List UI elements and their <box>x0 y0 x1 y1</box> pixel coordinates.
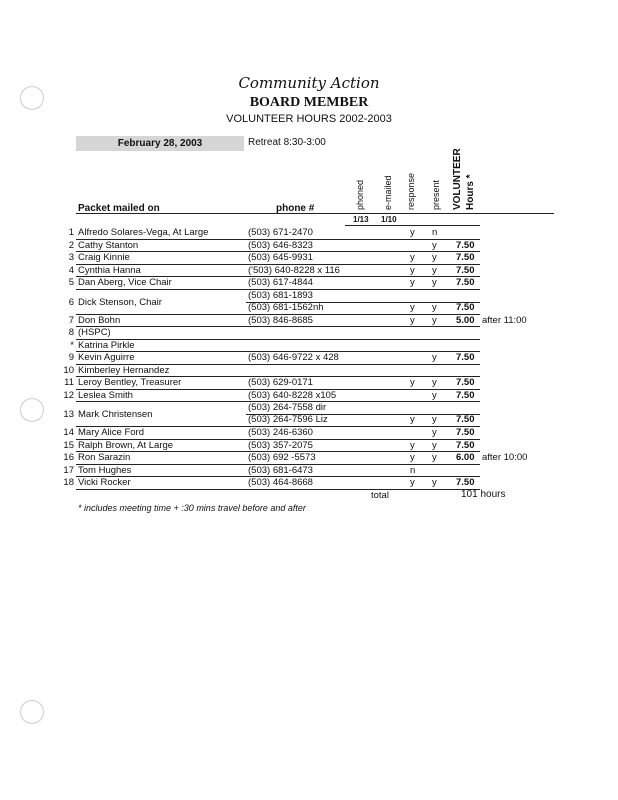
meeting-date: February 28, 2003 <box>76 136 244 151</box>
volunteer-hours: 7.50 <box>456 477 475 488</box>
response-mark: y <box>410 377 415 388</box>
volunteer-hours: 7.50 <box>456 352 475 363</box>
header-rule <box>76 213 554 214</box>
present-mark: y <box>432 452 437 463</box>
member-name: Dick Stenson, Chair <box>78 296 162 308</box>
row-number: 7 <box>68 314 74 326</box>
row-number: 11 <box>64 377 74 388</box>
row-number: 18 <box>63 477 74 488</box>
member-name: Ron Sarazin <box>78 452 131 463</box>
member-name: Craig Kinnie <box>78 252 130 263</box>
row-number: 13 <box>63 409 74 420</box>
phoned-date: 1/13 <box>353 215 369 224</box>
row-number: 12 <box>63 389 74 401</box>
phone-number: (503) 617-4844 <box>248 277 313 288</box>
hours-note: after 11:00 <box>482 314 527 326</box>
phone-number: (503) 246-6360 <box>248 427 313 438</box>
phone-number-secondary: (503) 264-7596 Liz <box>248 414 328 425</box>
phone-number: (503) 645-9931 <box>248 252 313 263</box>
col-emailed-header: e-mailed <box>383 175 393 210</box>
phone-number: (503) 357-2075 <box>248 439 313 451</box>
member-name: Mark Christensen <box>78 409 153 420</box>
response-mark: n <box>410 464 416 476</box>
response-mark: y <box>410 252 415 263</box>
phone-number: (503) 681-1893 <box>248 289 313 301</box>
member-name: Kevin Aguirre <box>78 352 135 363</box>
total-label: total <box>371 490 389 501</box>
volunteer-hours: 7.50 <box>456 264 475 276</box>
present-mark: y <box>432 264 437 276</box>
present-mark: y <box>432 477 437 488</box>
col-phoned-header: phoned <box>355 179 365 210</box>
row-number: 16 <box>63 452 74 463</box>
col-phone-header: phone # <box>276 203 315 214</box>
volunteer-hours: 7.50 <box>456 439 475 451</box>
row-number: 4 <box>68 264 74 276</box>
volunteer-hours: 7.50 <box>456 252 475 263</box>
response-mark: y <box>410 264 415 276</box>
row-number: 14 <box>63 427 74 438</box>
col-volunteer-header: VOLUNTEER <box>452 148 463 210</box>
total-value: 101 hours <box>461 489 506 500</box>
response-mark: y <box>410 277 415 288</box>
hole-punch-bottom <box>20 700 44 724</box>
volunteer-hours: 7.50 <box>456 427 475 438</box>
phone-number: (503) 629-0171 <box>248 377 313 388</box>
row-rule-inner <box>246 302 480 303</box>
phone-number: (503) 681-6473 <box>248 464 313 476</box>
row-number: 15 <box>63 439 74 451</box>
org-name: Community Action <box>238 74 380 92</box>
col-name-header: Packet mailed on <box>78 203 160 214</box>
row-number: 10 <box>63 364 74 376</box>
phone-number-secondary: (503) 681-1562nh <box>248 301 324 313</box>
member-name: Cathy Stanton <box>78 239 139 251</box>
present-mark: y <box>432 439 437 451</box>
member-name: Tom Hughes <box>78 464 132 476</box>
member-name: Kimberley Hernandez <box>78 364 170 376</box>
subheader-rule <box>345 225 480 226</box>
member-name: Don Bohn <box>78 314 121 326</box>
volunteer-hours: 7.50 <box>456 389 475 401</box>
member-name: Leslea Smith <box>78 389 133 401</box>
volunteer-hours: 7.50 <box>456 301 475 313</box>
row-number: 8 <box>68 327 74 338</box>
response-mark: y <box>410 452 415 463</box>
row-number: 3 <box>68 252 74 263</box>
phone-number: (503) 264-7558 dir <box>248 402 327 413</box>
row-number: 5 <box>68 277 74 288</box>
col-hours-header: Hours * <box>465 174 476 210</box>
row-number: 9 <box>68 352 74 363</box>
row-number: 2 <box>68 239 74 251</box>
member-name: (HSPC) <box>78 327 111 338</box>
member-name: Dan Aberg, Vice Chair <box>78 277 172 288</box>
present-mark: y <box>432 239 437 251</box>
present-mark: y <box>432 301 437 313</box>
volunteer-hours: 7.50 <box>456 414 475 425</box>
response-mark: y <box>410 301 415 313</box>
volunteer-hours: 7.50 <box>456 239 475 251</box>
member-name: Ralph Brown, At Large <box>78 439 174 451</box>
present-mark: y <box>432 252 437 263</box>
present-mark: n <box>432 227 438 238</box>
response-mark: y <box>410 314 415 326</box>
volunteer-hours: 7.50 <box>456 277 475 288</box>
col-response-header: response <box>406 172 416 210</box>
response-mark: y <box>410 477 415 488</box>
present-mark: y <box>432 277 437 288</box>
present-mark: y <box>432 314 437 326</box>
volunteer-hours: 5.00 <box>456 314 475 326</box>
phone-number: (503) 671-2470 <box>248 227 313 238</box>
hours-note: after 10:00 <box>482 452 528 463</box>
phone-number: (503) 692 -5573 <box>248 452 316 463</box>
response-mark: y <box>410 227 415 238</box>
row-number: 1 <box>68 227 74 238</box>
row-rule <box>76 489 480 490</box>
phone-number: (503) 464-8668 <box>248 477 313 488</box>
phone-number: (503) 646-9722 x 428 <box>248 352 339 363</box>
member-name: Mary Alice Ford <box>78 427 144 438</box>
response-mark: y <box>410 439 415 451</box>
member-name: Cynthia Hanna <box>78 264 141 276</box>
row-rule-inner <box>246 414 480 415</box>
present-mark: y <box>432 352 437 363</box>
doc-title: BOARD MEMBER <box>249 95 369 110</box>
present-mark: y <box>432 377 437 388</box>
doc-subtitle: VOLUNTEER HOURS 2002-2003 <box>226 113 392 125</box>
member-name: Leroy Bentley, Treasurer <box>78 377 182 388</box>
present-mark: y <box>432 427 437 438</box>
phone-number: (503) 646-8323 <box>248 239 313 251</box>
phone-number: (503) 640-8228 x105 <box>248 389 337 401</box>
row-number: 6 <box>68 296 74 308</box>
emailed-date: 1/10 <box>381 215 397 224</box>
phone-number: (503) 846-8685 <box>248 314 313 326</box>
member-name: Vicki Rocker <box>78 477 131 488</box>
row-number: * <box>70 339 74 351</box>
volunteer-hours: 7.50 <box>456 377 475 388</box>
row-number: 17 <box>63 464 74 476</box>
member-name: Katrina Pirkle <box>78 339 135 351</box>
present-mark: y <box>432 389 437 401</box>
response-mark: y <box>410 414 415 425</box>
footnote: * includes meeting time + :30 mins travel before and after <box>78 503 306 513</box>
event-label: Retreat 8:30-3:00 <box>248 137 326 148</box>
present-mark: y <box>432 414 437 425</box>
volunteer-hours: 6.00 <box>456 452 475 463</box>
member-name: Alfredo Solares-Vega, At Large <box>78 227 209 238</box>
col-present-header: present <box>431 179 441 210</box>
phone-number: ('503) 640-8228 x 116 <box>248 264 340 276</box>
